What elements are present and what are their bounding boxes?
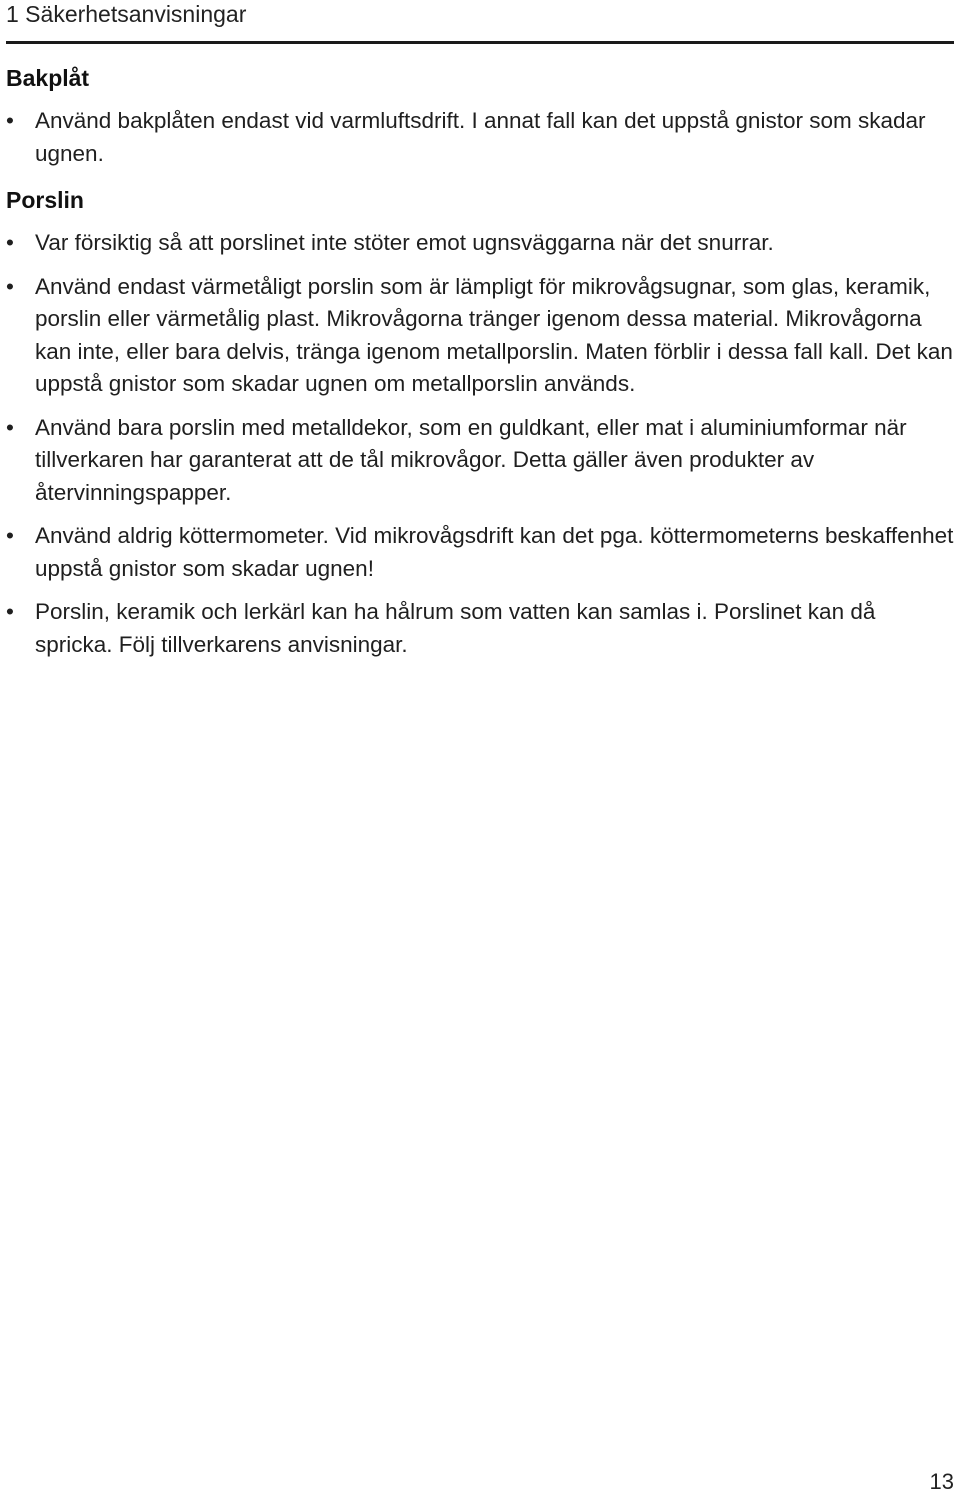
page-number: 13 (929, 1469, 954, 1494)
list-item (6, 596, 954, 661)
porslin-list (6, 227, 954, 661)
chapter-header: 1 Säkerhetsanvisningar (6, 1, 247, 27)
list-item-text: Porslin, keramik och lerkärl kan ha hålrum som vatten kan samlas i. Porslinet kan då spricka. Följ tillverkarens anvisningar. (35, 599, 876, 657)
bullet-icon: • (6, 108, 14, 133)
bakplat-list (6, 105, 954, 170)
list-item (6, 412, 954, 510)
list-item (6, 520, 954, 585)
bullet-icon: • (6, 273, 14, 299)
bullet-icon: • (6, 414, 14, 440)
section-heading-porslin: Porslin (6, 187, 84, 213)
bullet-icon: • (6, 230, 14, 255)
list-item (6, 271, 954, 401)
list-item (6, 227, 954, 260)
header-divider (6, 41, 954, 44)
list-item-text: Var försiktig så att porslinet inte stöter emot ugnsväggarna när det snurrar. (35, 230, 774, 255)
section-heading-bakplat: Bakplåt (6, 65, 90, 91)
bullet-icon: • (6, 523, 14, 548)
list-item (6, 105, 954, 170)
list-item-text: Använd endast värmetåligt porslin som är lämpligt för mikrovågsugnar, som glas, keramik, porslin eller värmetålig plast. Mikrovågorna tränger igenom dessa material. Mikrovågorna kan inte, eller bara delvis, tränga igenom metallporslin. Maten förblir i dessa fall kall. Det kan uppstå gnistor som skadar ugnen om metallporslin används. (35, 273, 953, 396)
list-item-text: Använd bakplåten endast vid varmluftsdrift. I annat fall kan det uppstå gnistor som skadar ugnen. (35, 108, 926, 166)
bullet-icon: • (6, 599, 14, 624)
list-item-text: Använd aldrig köttermometer. Vid mikrovågsdrift kan det pga. köttermometerns beskaffenhet uppstå gnistor som skadar ugnen! (35, 523, 954, 581)
page-content (6, 58, 954, 661)
list-item-text: Använd bara porslin med metalldekor, som en guldkant, eller mat i aluminiumformar när tillverkaren har garanterat att de tål mikrovågor. Detta gäller även produkter av återvinningspapper. (35, 414, 907, 505)
